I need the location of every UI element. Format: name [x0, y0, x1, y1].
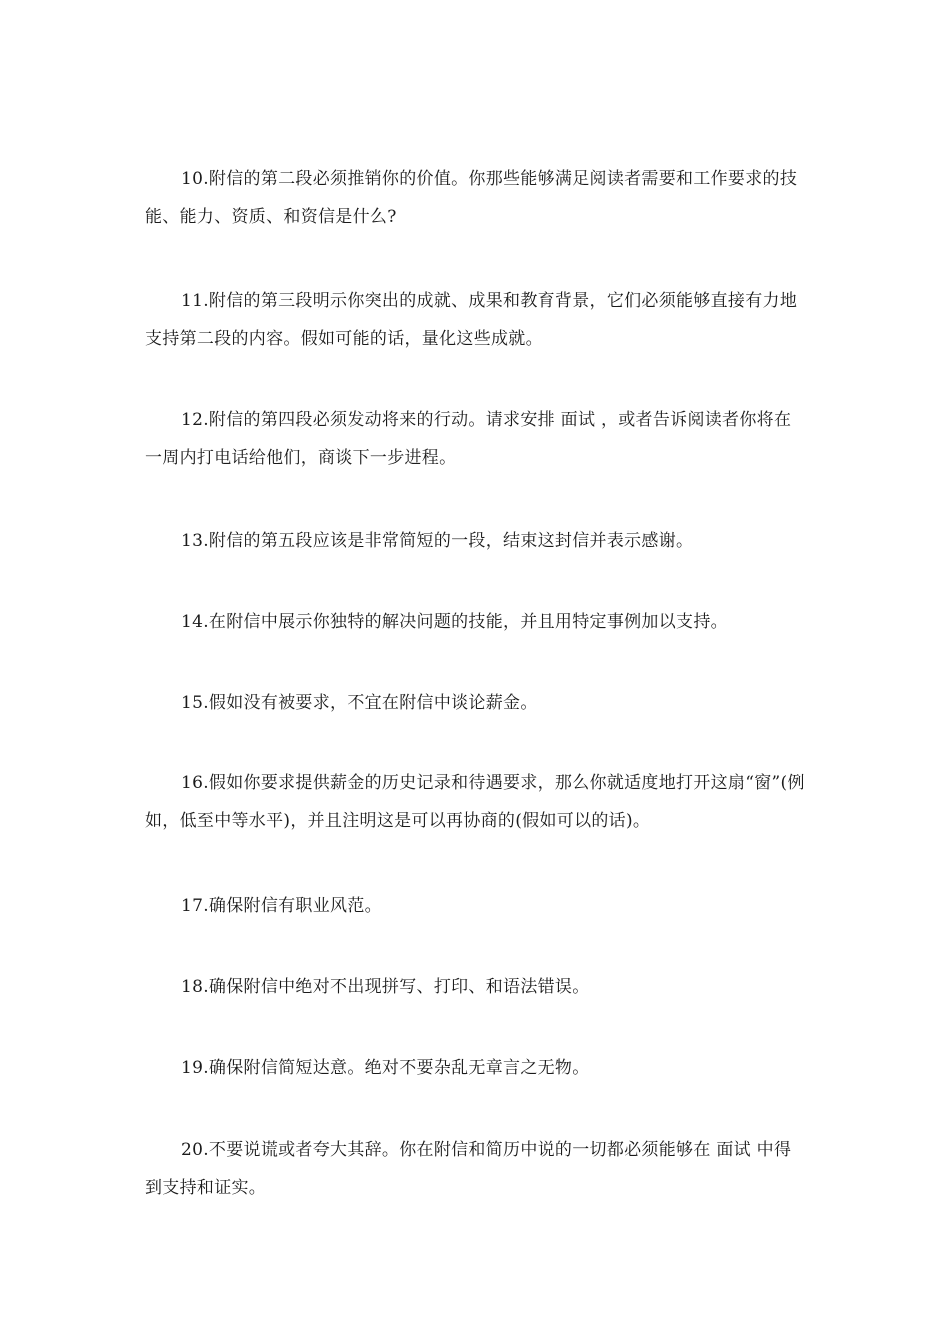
paragraph-14: 14.在附信中展示你独特的解决问题的技能，并且用特定事例加以支持。	[181, 612, 728, 632]
paragraph-16: 16.假如你要求提供薪金的历史记录和待遇要求，那么你就适度地打开这扇“窗”(例如，低至中等水平)，并且注明这是可以再协商的(假如可以的话)。	[145, 773, 805, 831]
paragraph-18: 18.确保附信中绝对不出现拼写、打印、和语法错误。	[181, 977, 590, 997]
paragraph-15: 15.假如没有被要求，不宜在附信中谈论薪金。	[181, 693, 538, 713]
paragraph-20: 20.不要说谎或者夸大其辞。你在附信和简历中说的一切都必须能够在 面试 中得到支持和证实。	[145, 1140, 792, 1198]
paragraph-10: 10.附信的第二段必须推销你的价值。你那些能够满足阅读者需要和工作要求的技能、能力、资质、和资信是什么?	[145, 169, 798, 227]
paragraph-17: 17.确保附信有职业风范。	[181, 896, 382, 916]
paragraph-11: 11.附信的第三段明示你突出的成就、成果和教育背景，它们必须能够直接有力地支持第二段的内容。假如可能的话，量化这些成就。	[145, 291, 798, 349]
paragraph-13: 13.附信的第五段应该是非常简短的一段，结束这封信并表示感谢。	[181, 531, 694, 551]
paragraph-12: 12.附信的第四段必须发动将来的行动。请求安排 面试 ，或者告诉阅读者你将在一周内打电话给他们，商谈下一步进程。	[145, 410, 792, 468]
paragraph-19: 19.确保附信简短达意。绝对不要杂乱无章言之无物。	[181, 1058, 590, 1078]
